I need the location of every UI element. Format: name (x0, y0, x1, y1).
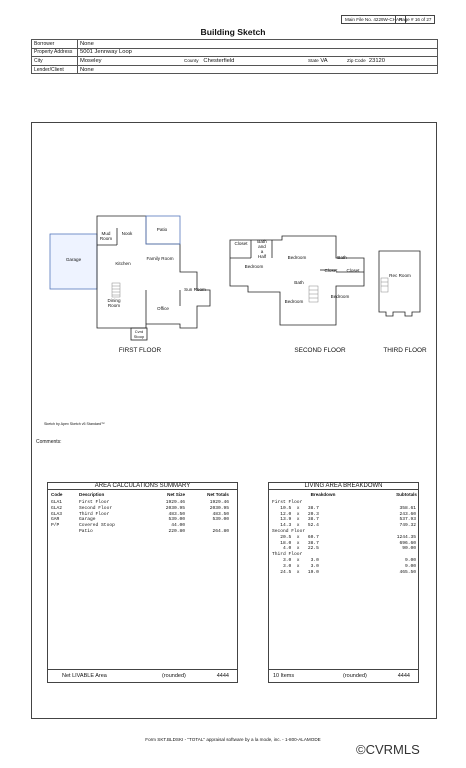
table-row (48, 529, 237, 535)
closet-label-3: Closet (346, 268, 360, 273)
page-number: Page # 16 of 27 (395, 15, 435, 24)
breakdown-cell: 3.0 x 3.0 (272, 557, 319, 563)
breakdown-cell: 14.3 x 52.4 (272, 523, 319, 529)
bath-label-1: Bath (337, 255, 347, 260)
subtotal-cell: 9.00 (404, 557, 416, 563)
office-label: Office (157, 306, 169, 311)
subtotal-cell: 243.60 (399, 511, 416, 517)
borrower-label: Borrower (32, 40, 78, 49)
table-cell: GLA2 (51, 505, 63, 511)
living-area-header (269, 492, 418, 497)
table-cell: 539.00 (168, 517, 185, 523)
sun-room-label: Sun Room (184, 287, 206, 292)
area-summary-box (47, 482, 238, 683)
breakdown-cell: Second Floor (272, 528, 306, 534)
area-summary-col: Code (51, 492, 63, 497)
table-cell: Second Floor (79, 505, 113, 511)
third-floor-label: THIRD FLOOR (383, 347, 427, 354)
county-value: Chesterfield (203, 57, 235, 64)
breakdown-cell: 12.0 x 20.3 (272, 511, 319, 517)
zip-label: Zip Code (347, 57, 366, 63)
third-floor-stairs (381, 278, 388, 292)
address-value: 5001 Jennway Loop (78, 48, 438, 57)
half-bath-label: Bath and a Half (257, 239, 267, 259)
table-cell: 220.80 (168, 528, 185, 534)
items-row (269, 669, 418, 682)
breakdown-cell: 24.5 x 19.0 (272, 569, 319, 575)
breakdown-cell: First Floor (272, 500, 303, 505)
lender-label: Lender/Client (32, 65, 78, 74)
subtotal-cell: 465.50 (399, 569, 416, 575)
breakdown-cell: 18.0 x 38.7 (272, 540, 319, 546)
city-value: Moseley (78, 57, 183, 66)
table-cell: 264.80 (212, 528, 229, 534)
table-cell: 539.00 (212, 517, 229, 523)
living-area-title: LIVING AREA BREAKDOWN (269, 483, 418, 490)
rec-room-label: Rec Room (389, 273, 411, 278)
net-livable-label: Net LIVABLE Area (62, 673, 107, 679)
subtotal-cell: 537.93 (399, 517, 416, 523)
table-cell: First Floor (79, 500, 110, 505)
net-rounded-label: (rounded) (162, 673, 186, 679)
sketch-credit: Sketch by Apex Sketch v5 Standard™ (44, 422, 105, 426)
first-floor-label: FIRST FLOOR (118, 347, 162, 354)
items-total: 4444 (397, 673, 410, 679)
net-livable-value: 4444 (216, 673, 229, 679)
form-footer: Form SKT.BLDSKI - "TOTAL" appraisal software by a la mode, inc. - 1-800-ALAMODE (145, 737, 321, 742)
table-cell: Covered Stoop (79, 523, 115, 529)
subtotal-cell: 749.32 (399, 523, 416, 529)
table-cell: Third Floor (79, 511, 110, 517)
breakdown-cell: 20.5 x 60.7 (272, 534, 319, 540)
area-summary-header (48, 492, 237, 497)
table-cell: 2030.95 (209, 505, 229, 511)
table-cell: Patio (79, 528, 93, 534)
bedroom-label-1: Bedroom (244, 264, 264, 269)
bedroom-label-4: Bedroom (330, 294, 350, 299)
table-cell: GLA3 (51, 511, 63, 517)
table-cell: 1929.46 (209, 500, 229, 505)
first-floor-stairs (112, 283, 120, 297)
breakdown-cell: 13.9 x 38.7 (272, 517, 319, 523)
table-row (269, 570, 418, 576)
state-label: State (308, 57, 319, 63)
bedroom-label-2: Bedroom (287, 255, 307, 260)
nook-label: Nook (121, 231, 133, 236)
breakdown-col: Breakdown (310, 492, 336, 497)
area-summary-col: Description (79, 492, 105, 497)
living-area-box (268, 482, 419, 683)
table-cell: Garage (79, 517, 96, 523)
breakdown-cell: 10.5 x 38.7 (272, 505, 319, 511)
table-cell: P/P (51, 523, 60, 529)
bath-label-2: Bath (294, 280, 304, 285)
area-summary-col: Net Totals (207, 492, 229, 497)
family-room-label: Family Room (146, 256, 174, 261)
living-area-rows (269, 500, 418, 575)
table-cell: 1929.46 (165, 500, 185, 505)
main-file-number: Main File No. 4229W-CHAN (341, 15, 406, 24)
third-floor-outline (379, 251, 420, 316)
table-cell: GLA1 (51, 500, 63, 505)
page-title: Building Sketch (200, 27, 266, 37)
table-cell: 2030.95 (165, 505, 185, 511)
kitchen-label: Kitchen (115, 261, 131, 266)
table-cell: 483.50 (212, 511, 229, 517)
table-cell (48, 529, 79, 535)
items-label: 10 Items (273, 673, 295, 679)
breakdown-cell: 4.0 x 22.5 (272, 546, 319, 552)
area-summary-rows (48, 500, 237, 535)
patio-label: Patio (156, 227, 168, 232)
state-value: VA (320, 57, 328, 64)
subtotal-cell: 1244.35 (396, 534, 416, 540)
county-label: County (184, 57, 199, 63)
cvrmls-watermark: ©CVRMLS (356, 742, 420, 757)
subtotal-cell: 90.00 (402, 546, 416, 552)
closet-label-1: Closet (234, 241, 248, 246)
bedroom-label-3: Bedroom (284, 299, 304, 304)
dining-room-label: Dining Room (107, 298, 121, 308)
closet-label-2: Closet (324, 268, 338, 273)
subtotal-cell: 358.61 (399, 505, 416, 511)
address-label: Property Address (32, 48, 78, 57)
area-summary-title: AREA CALCULATIONS SUMMARY (48, 483, 237, 490)
table-cell: GAR (51, 517, 60, 523)
subtotal-cell: 696.60 (399, 540, 416, 546)
table-cell: 483.50 (168, 511, 185, 517)
garage-label: Garage (65, 257, 82, 262)
comments-label: Comments: (36, 439, 62, 445)
subtotals-col: Subtotals (396, 492, 417, 497)
city-label: City (32, 57, 78, 66)
items-rounded-label: (rounded) (343, 673, 367, 679)
lender-value: None (78, 65, 438, 74)
subtotal-cell: 9.00 (404, 563, 416, 569)
second-floor-label: SECOND FLOOR (294, 347, 346, 354)
net-livable-row (48, 669, 237, 682)
mud-room-label: Mud Room (99, 231, 113, 241)
borrower-value: None (78, 40, 438, 49)
area-summary-col: Net Size (167, 492, 185, 497)
covered-stoop-label: Cvrd Stoop (133, 329, 145, 339)
zip-value: 23120 (368, 57, 385, 64)
breakdown-cell: Third Floor (272, 552, 303, 558)
breakdown-cell: 3.0 x 3.0 (272, 563, 319, 569)
table-cell: 44.00 (171, 523, 185, 529)
